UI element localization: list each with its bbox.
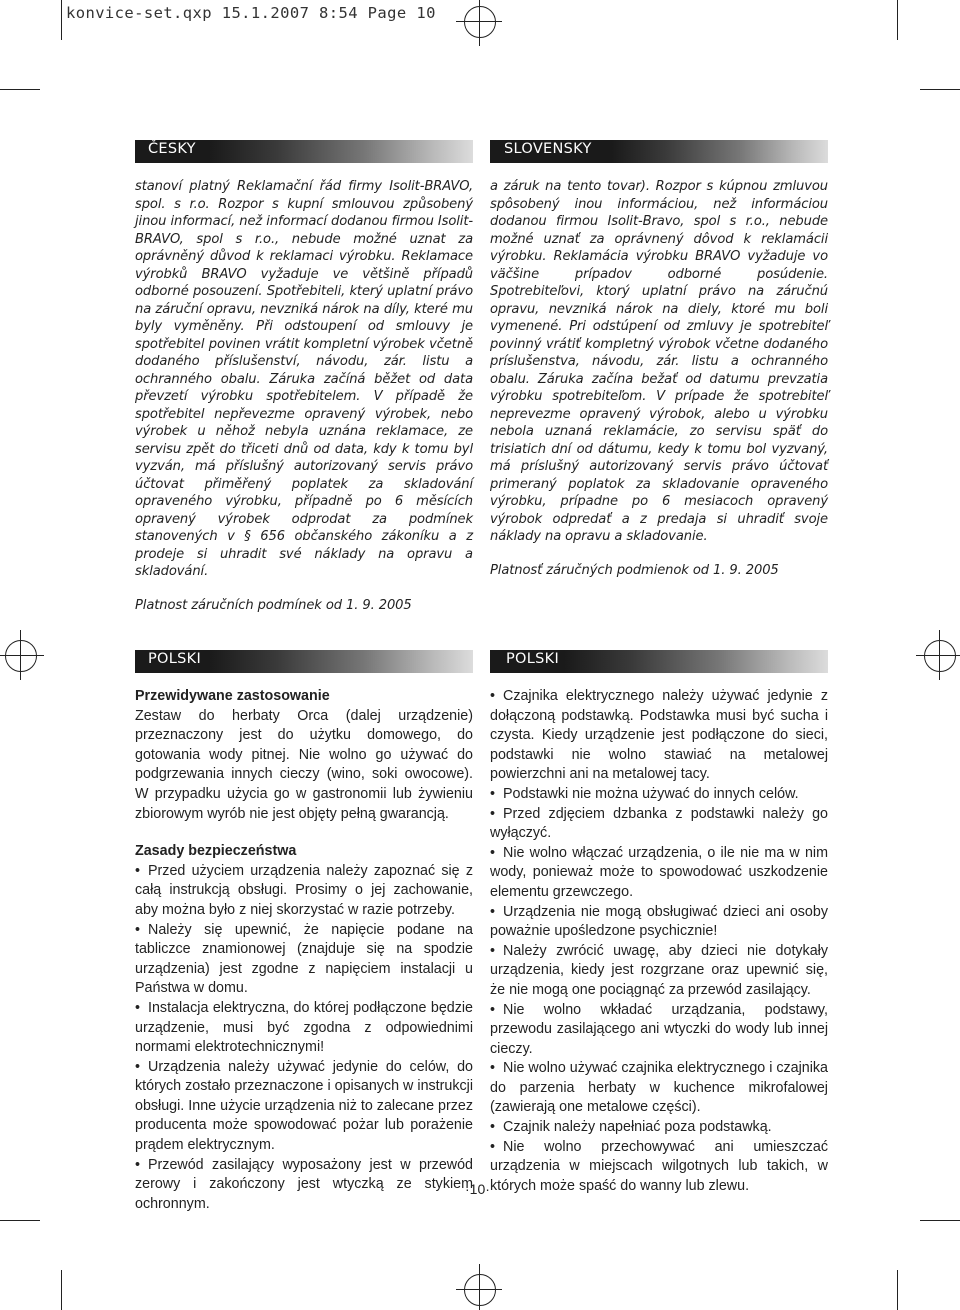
section-header-label: POLSKI xyxy=(506,651,560,667)
safety-bullet: • Przewód zasilający wyposażony jest w przewód zerowy i zakończony jest wtyczką ze stykiem ochronnym. xyxy=(135,1156,473,1215)
safety-bullet: • Przed użyciem urządzenia należy zapoznać się z całą instrukcją obsługi. Prosimy o jej zachowanie, aby można było z niej skorzystać w razie potrzeby. xyxy=(135,862,473,921)
file-slug: konvice-set.qxp 15.1.2007 8:54 Page 10 xyxy=(66,4,436,22)
safety-bullet: • Czajnika elektrycznego należy używać jedynie z dołączoną podstawką. Podstawka musi być sucha i czysta. Kiedy urządzenie jest podłączone do sieci, podstawki nie wolno stawiać na metalowej powierzchni ani na metalowej tacy. xyxy=(490,687,828,785)
page-number: ·10· xyxy=(465,1181,490,1197)
safety-bullet: • Nie wolno włączać urządzenia, o ile nie ma w nim wody, ponieważ może to spowodować uszkodzenie elementu grzewczego. xyxy=(490,844,828,903)
safety-bullet: • Należy zwrócić uwagę, aby dzieci nie dotykały urządzenia, kiedy jest rozgrzane oraz upewnić się, że nie mogą one pociągnąć za przewód zasilający. xyxy=(490,942,828,1001)
slovensky-paragraph: a záruk na tento tovar). Rozpor s kúpnou zmluvou spôsobený inou informáciou, než informáciou dodanou firmou Isolit-Bravo, spol s r.o., nebude možné uznať za oprávnený dôvod k reklamácii výrobku. Reklamácia výrobku BRAVO vyžaduje vo väčšine prípadov odborné posúdenie. Spotrebiteľovi, ktorý uplatní právo na záručnú opravu, nevzniká nárok na diely, ktoré mu boli vymenené. Pri odstúpení od zmluvy je spotrebiteľ povinný vrátiť kompletný výrobok včetne dodaného príslušenstva, návodu, zár. listu a ochranného obalu. Záruka začína bežať od datumu prevzatia výrobku spotrebiteľom. V prípade že spotrebiteľ neprevezme opravený výrobok, alebo u výrobku nebola uznaná reklamácie, zo servisu späť do trisiatich dní od dátumu, kedy k tomu bol vyzvaný, má príslušný autorizovaný servis právo účtovať primeraný poplatok za skladovanie opraveného výrobku, prípadne po 6 mesiacoch opravený výrobok odpredať a z predaja si uhradiť svoje náklady na opravu a skladovanie. xyxy=(490,179,828,544)
polski-left-column xyxy=(135,687,473,1214)
safety-bullet: • Urządzenia nie mogą obsługiwać dzieci ani osoby poważnie upośledzone psychicznie! xyxy=(490,903,828,942)
safety-bullet: • Czajnik należy napełniać poza podstawką. xyxy=(490,1118,828,1138)
safety-bullet: • Nie wolno wkładać urządzania, podstawy, przewodu zasilającego ani wtyczki do wody lub innej cieczy. xyxy=(490,1001,828,1060)
cesky-column xyxy=(135,178,473,614)
slovensky-validity: Platnosť záručných podmienok od 1. 9. 2005 xyxy=(490,562,779,578)
section-header-label: SLOVENSKY xyxy=(504,141,592,157)
section-header-label: POLSKI xyxy=(148,651,202,667)
safety-bullet: • Urządzenia należy używać jedynie do celów, do których zostało przeznaczone i opisanych w instrukcji obsługi. Inne użycie urządzenia niż to zalecane przez producenta może spowodować pożar lub porażenie prądem elektrycznym. xyxy=(135,1058,473,1156)
intended-use-paragraph: Zestaw do herbaty Orca (dalej urządzenie) przeznaczony jest do użytku domowego, do gotowania wody pitnej. Nie wolno go używać do podgrzewania innych cieczy (wino, soki owocowe). W przypadku użycia go w gastronomii lub żywieniu zbiorowym wyrób nie jest objęty pełną gwarancją. xyxy=(135,707,473,822)
safety-bullet: • Należy się upewnić, że napięcie podane na tabliczce znamionowej (znajduje się na spodzie urządzenia) jest zgodne z napięciem instalacji u Państwa w domu. xyxy=(135,921,473,999)
section-header-slovensky xyxy=(490,140,828,163)
heading-safety-rules: Zasady bezpieczeństwa xyxy=(135,843,297,860)
safety-bullet: • Podstawki nie można używać do innych celów. xyxy=(490,785,828,805)
section-header-polski-left xyxy=(135,650,473,673)
section-header-polski-right xyxy=(490,650,828,673)
safety-bullet: • Nie wolno używać czajnika elektrycznego i czajnika do parzenia herbaty w kuchence mikrofalowej (zawierają one metalowe części). xyxy=(490,1059,828,1118)
section-header-cesky xyxy=(135,140,473,163)
safety-bullet: • Instalacja elektryczna, do której podłączone będzie urządzenie, musi być zgodna z odpowiednimi normami elektrotechnicznymi! xyxy=(135,999,473,1058)
safety-bullet: • Przed zdjęciem dzbanka z podstawki należy go wyłączyć. xyxy=(490,805,828,844)
cesky-validity: Platnost záručních podmínek od 1. 9. 2005 xyxy=(135,597,412,613)
polski-right-column xyxy=(490,687,828,1196)
slovensky-column xyxy=(490,178,828,579)
safety-bullet: • Nie wolno przechowywać ani umieszczać urządzenia w miejscach wilgotnych lub takich, w których może spaść do wanny lub zlewu. xyxy=(490,1138,828,1197)
section-header-label: ČESKY xyxy=(148,141,196,157)
heading-intended-use: Przewidywane zastosowanie xyxy=(135,688,330,704)
cesky-paragraph: stanoví platný Reklamační řád firmy Isolit-BRAVO, spol. s r.o. Rozpor s kupní smlouvou způsobený jinou informací, než informací dodanou firmou Isolit-BRAVO, spol s r.o., nebude možné uznat za oprávněný důvod k reklamaci výrobku. Reklamace výrobků BRAVO vyžaduje ve většině případů odborné posouzení. Spotřebiteli, který uplatní právo na záruční opravu, nevzniká nárok na díly, které mu byly vyměněny. Při odstoupení od smlouvy je spotřebitel povinen vrátit kompletní výrobek včetně dodaného příslušenství, návodu, zár. listu a ochranného obalu. Záruka začíná běžet od data převzetí výrobku spotřebitelem. V případě že spotřebitel nepřevezme opravený výrobek, nebo výrobek u něhož nebyla uznána reklamace, ze servisu zpět do třiceti dnů od data, kdy k tomu byl vyzván, má příslušný autorizovaný servis právo účtovat přiměřený poplatek za skladování opraveného výrobku, případně po 6 měsících opravený výrobek odprodat za podmínek stanovených v § 656 občanského zákoníku a z prodeje si uhradit své náklady na opravu a skladování. xyxy=(135,179,473,579)
